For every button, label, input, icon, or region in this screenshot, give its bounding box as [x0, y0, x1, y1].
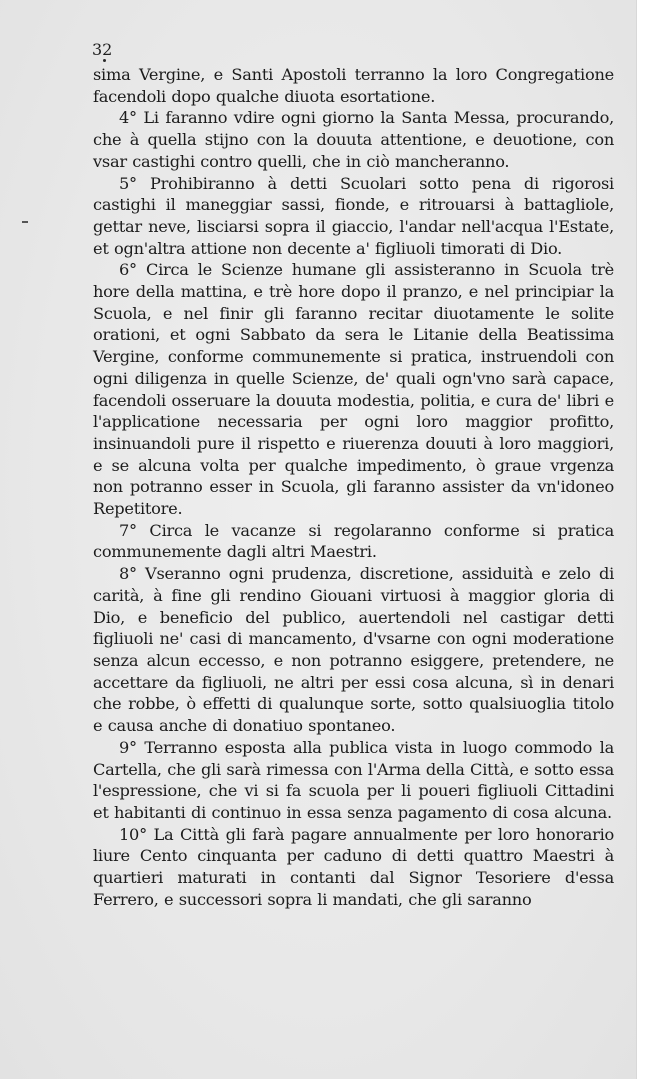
- paragraph-5: 5° Prohibiranno à detti Scuolari sotto pena di rigorosi castighi il maneggiar sassi, fionde, e ritrouarsi à battagliole, gettar neve, lisciarsi sopra il giaccio, l'andar nell'acqua l'Estate, et ogn'altra attione non decente a' figliuoli timorati di Dio.: [93, 173, 614, 258]
- paragraph-6: 6° Circa le Scienze humane gli assisteranno in Scuola trè hore della mattina, e trè hore dopo il pranzo, e nel principiar la Scuola, e nel finir gli faranno recitar diuotamente le solite orationi, et ogni Sabbato da sera le Litanie della Beatissima Vergine, conforme communemente si pratica, instruendoli con ogni diligenza in quelle Scienze, de' quali ogn'vno sarà capace, facendoli osseruare la douuta modestia, politia, e cura de' libri e l'applicatione necessaria per ogni loro maggior profitto, insinuandoli pure il rispetto e riuerenza douuti à loro maggiori, e se alcuna volta per qualche impedimento, ò graue vrgenza non potranno esser in Scuola, gli faranno assister da vn'idoneo Repetitore.: [93, 260, 614, 519]
- paragraph-continuation: sima Vergine, e Santi Apostoli terranno la loro Congregatione facendoli dopo qualche diuota esortatione.: [93, 65, 614, 106]
- margin-mark: [22, 221, 28, 223]
- page-edge: [636, 0, 646, 1079]
- paragraph-4: 4° Li faranno vdire ogni giorno la Santa Messa, procurando, che à quella stijno con la douuta attentione, e deuotione, con vsar castighi contro quelli, che in ciò mancheranno.: [93, 108, 614, 171]
- paragraph-7: 7° Circa le vacanze si regolaranno conforme si pratica communemente dagli altri Maestri.: [93, 520, 614, 562]
- page-number: 32: [92, 40, 113, 59]
- paragraph-8: 8° Vseranno ogni prudenza, discretione, assiduità e zelo di carità, à fine gli rendino Giouani virtuosi à maggior gloria di Dio, e beneficio del publico, auertendoli nel castigar detti figliuoli ne' casi di mancamento, d'vsarne con ogni moderatione senza alcun eccesso, e non potranno esiggere, pretendere, ne accettare da figliuoli, ne altri per essi cosa alcuna, sì in denari che robbe, ò effetti di qualunque sorte, sotto qualsiuoglia titolo e causa anche di donatiuo spontaneo.: [93, 564, 614, 736]
- paragraph-9: 9° Terranno esposta alla publica vista in luogo commodo la Cartella, che gli sarà rimessa con l'Arma della Città, e sotto essa l'espressione, che vi si fa scuola per li poueri figliuoli Cittadini et habitanti di continuo in essa senza pagamento di cosa alcuna.: [93, 737, 614, 822]
- ink-speck: [103, 59, 106, 62]
- body-text: [93, 64, 614, 910]
- paragraph-10: 10° La Città gli farà pagare annualmente per loro honorario liure Cento cinquanta per caduno di detti quattro Maestri à quartieri maturati in contanti dal Signor Tesoriere d'essa Ferrero, e successori sopra li mandati, che gli saranno: [93, 824, 614, 909]
